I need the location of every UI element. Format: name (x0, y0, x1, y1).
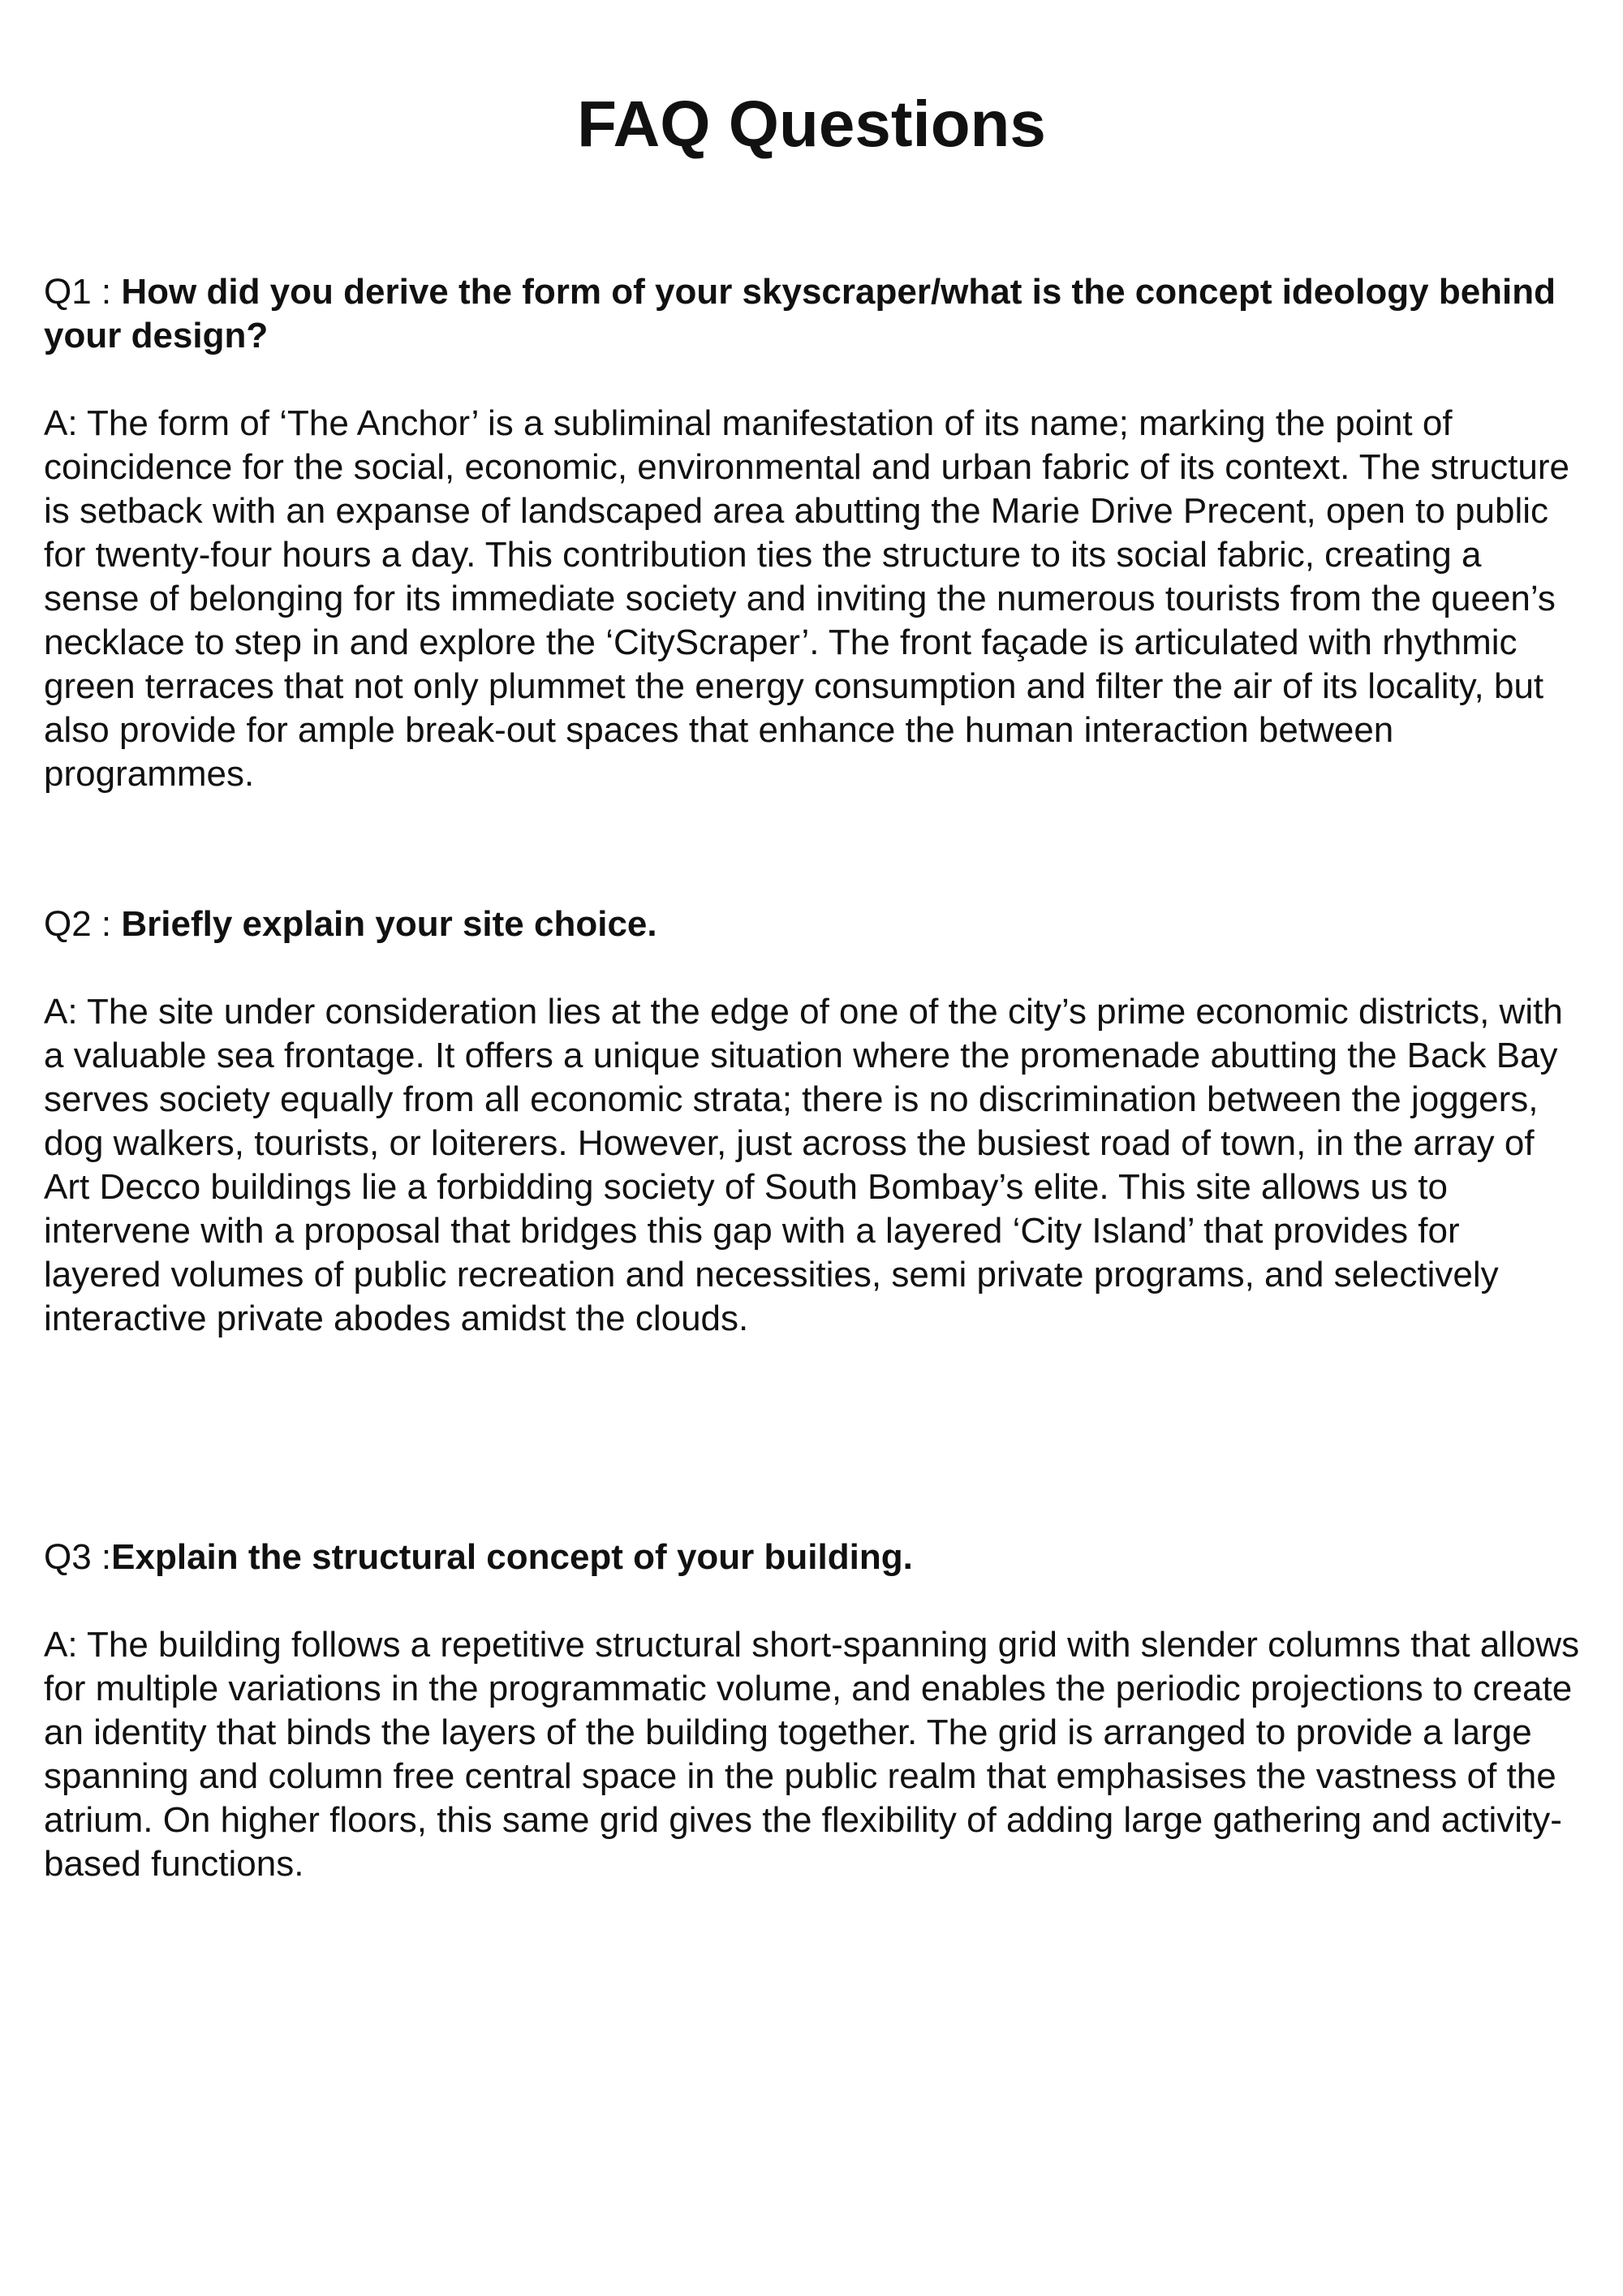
answer-1: A: The form of ‘The Anchor’ is a subliminal manifestation of its name; marking the point of coincidence for the social, economic, environmental and urban fabric of its context. The structure is setback with an expanse of landscaped area abutting the Marie Drive Precent, open to public for twenty-four hours a day. This contribution ties the structure to its social fabric, creating a sense of belonging for its immediate society and inviting the numerous tourists from the queen’s necklace to step in and explore the ‘CityScraper’. The front façade is articulated with rhythmic green terraces that not only plummet the energy consumption and filter the air of its locality, but also provide for ample break-out spaces that enhance the human interaction between programmes. (44, 403, 1569, 794)
question-1 (44, 270, 1586, 358)
question-text: How did you derive the form of your skyscraper/what is the concept ideology behind your design? (44, 272, 1556, 355)
answer-2: A: The site under consideration lies at the edge of one of the city’s prime economic districts, with a valuable sea frontage. It offers a unique situation where the promenade abutting the Back Bay serves society equally from all economic strata; there is no discrimination between the joggers, dog walkers, tourists, or loiterers. However, just across the busiest road of town, in the array of Art Decco buildings lie a forbidding society of South Bombay’s elite. This site allows us to intervene with a proposal that bridges this gap with a layered ‘City Island’ that provides for layered volumes of public recreation and necessities, semi private programs, and selectively interactive private abodes amidst the clouds. (44, 992, 1563, 1338)
page-title: FAQ Questions (577, 88, 1046, 160)
question-text: Explain the structural concept of your building. (111, 1537, 913, 1577)
question-prefix: Q2 : (44, 904, 122, 944)
question-text: Briefly explain your site choice. (121, 904, 657, 944)
answer-3: A: The building follows a repetitive structural short-spanning grid with slender columns that allows for multiple variations in the programmatic volume, and enables the periodic projections to create an identity that binds the layers of the building together. The grid is arranged to provide a large spanning and column free central space in the public realm that emphasises the vastness of the atrium. On higher floors, this same grid gives the flexibility of adding large gathering and activity-based functions. (44, 1625, 1580, 1884)
question-prefix: Q3 : (44, 1537, 112, 1577)
faq-item-2 (44, 902, 1586, 1341)
question-2 (44, 902, 1586, 946)
faq-item-3 (44, 1536, 1586, 1886)
faq-item-1 (44, 270, 1586, 796)
question-prefix: Q1 : (44, 272, 122, 312)
question-3 (44, 1536, 1586, 1579)
